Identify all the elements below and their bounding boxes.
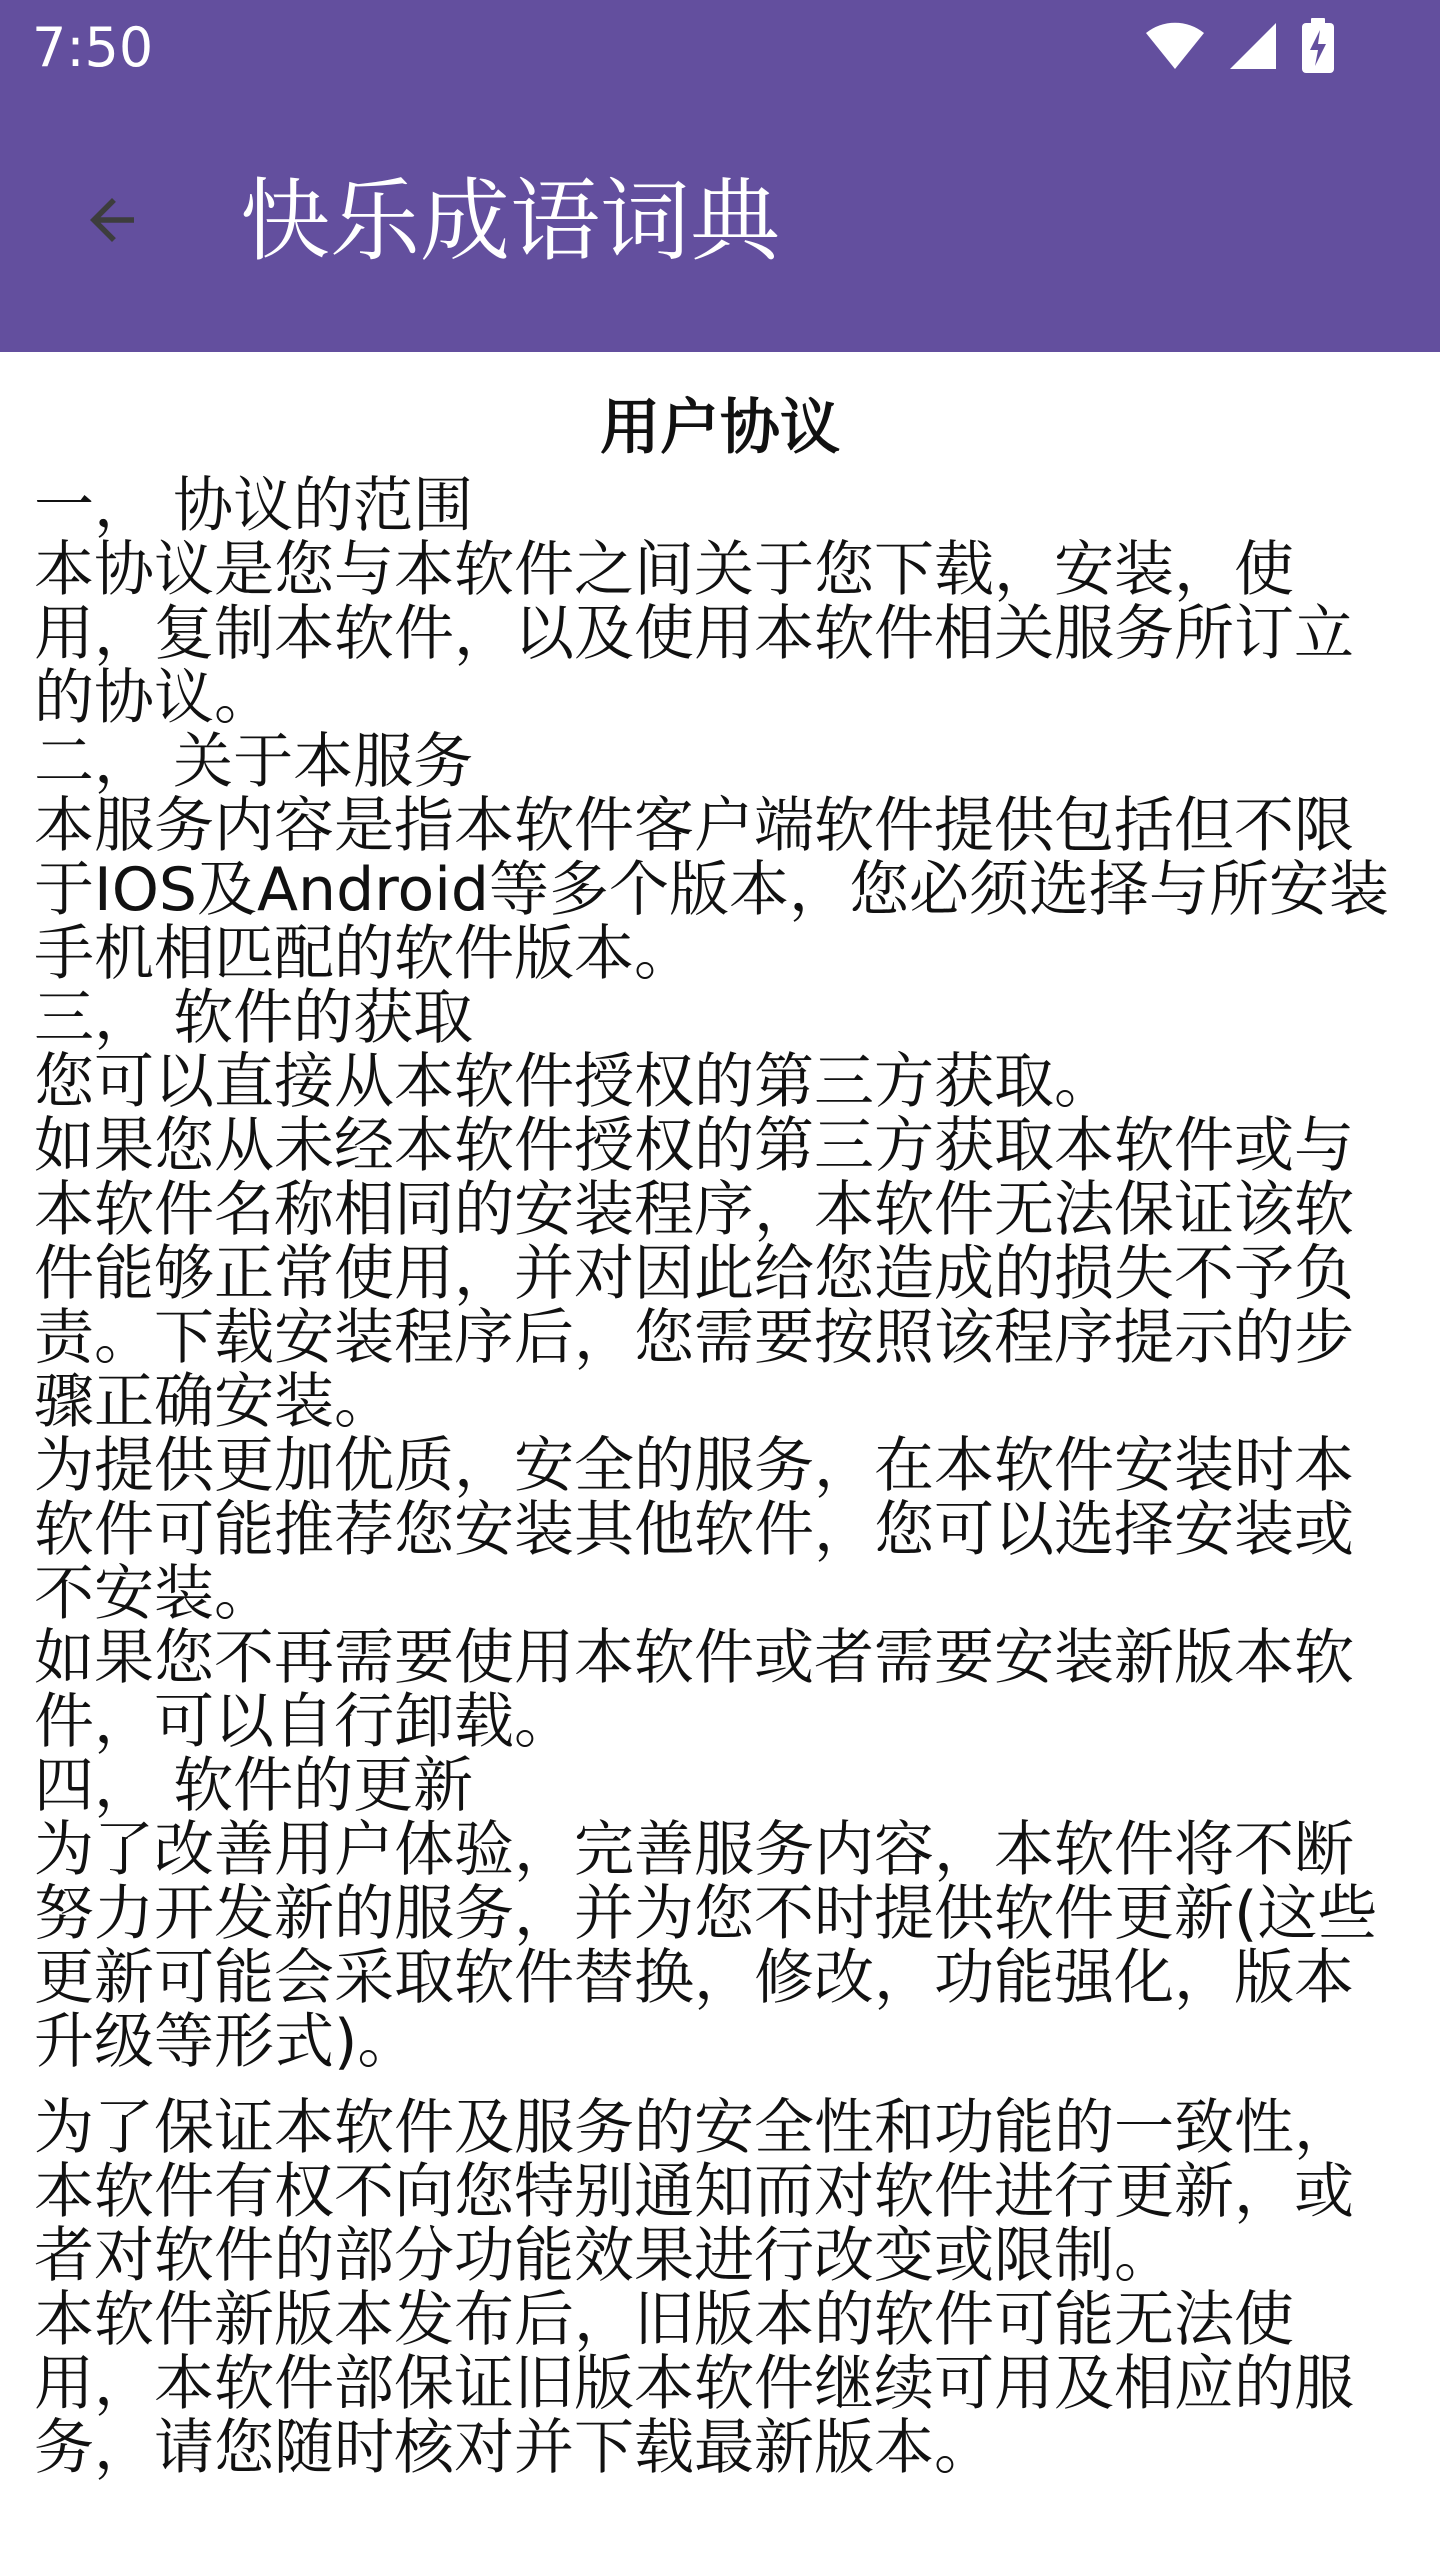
section-heading: 四， 软件的更新	[34, 1751, 474, 1821]
agreement-content[interactable]	[0, 352, 1440, 2560]
agreement-paragraph: 本协议是您与本软件之间关于您下载，安装，使用，复制本软件，以及使用本软件相关服务所订立的协议。	[34, 535, 1354, 733]
status-time: 7:50	[32, 16, 154, 79]
agreement-paragraph: 为了改善用户体验，完善服务内容，本软件将不断努力开发新的服务，并为您不时提供软件更新(这些更新可能会采取软件替换，修改，功能强化，版本升级等形式)。	[34, 1815, 1378, 2077]
app-bar	[0, 96, 1440, 352]
status-icons	[1144, 20, 1336, 76]
agreement-title: 用户协议	[600, 393, 840, 463]
agreement-paragraph: 为提供更加优质，安全的服务，在本软件安装时本软件可能推荐您安装其他软件，您可以选择安装或不安装。	[34, 1431, 1354, 1629]
back-button[interactable]	[56, 166, 168, 278]
agreement-paragraph: 如果您不再需要使用本软件或者需要安装新版本软件，可以自行卸载。	[34, 1623, 1354, 1757]
status-bar	[0, 0, 1440, 96]
agreement-body	[34, 471, 1406, 2483]
cellular-signal-icon	[1228, 21, 1278, 75]
wifi-icon	[1144, 21, 1206, 75]
agreement-paragraph: 为了保证本软件及服务的安全性和功能的一致性，本软件有权不向您特别通知而对软件进行更新，或者对软件的部分功能效果进行改变或限制。	[34, 2093, 1354, 2291]
agreement-paragraph: 您可以直接从本软件授权的第三方获取。	[34, 1047, 1114, 1117]
battery-charging-icon	[1300, 18, 1336, 78]
agreement-paragraph: 本服务内容是指本软件客户端软件提供包括但不限于IOS及Android等多个版本，您必须选择与所安装手机相匹配的软件版本。	[34, 791, 1389, 989]
section-heading: 三， 软件的获取	[34, 983, 474, 1053]
section-heading: 一， 协议的范围	[34, 471, 474, 541]
agreement-paragraph: 如果您从未经本软件授权的第三方获取本软件或与本软件名称相同的安装程序，本软件无法保证该软件能够正常使用，并对因此给您造成的损失不予负责。下载安装程序后，您需要按照该程序提示的步骤正确安装。	[34, 1111, 1354, 1437]
app-title: 快乐成语词典	[240, 169, 780, 274]
section-heading: 二， 关于本服务	[34, 727, 474, 797]
arrow-back-icon	[79, 187, 145, 257]
agreement-paragraph: 本软件新版本发布后，旧版本的软件可能无法使用，本软件部保证旧版本软件继续可用及相应的服务，请您随时核对并下载最新版本。	[34, 2285, 1354, 2483]
